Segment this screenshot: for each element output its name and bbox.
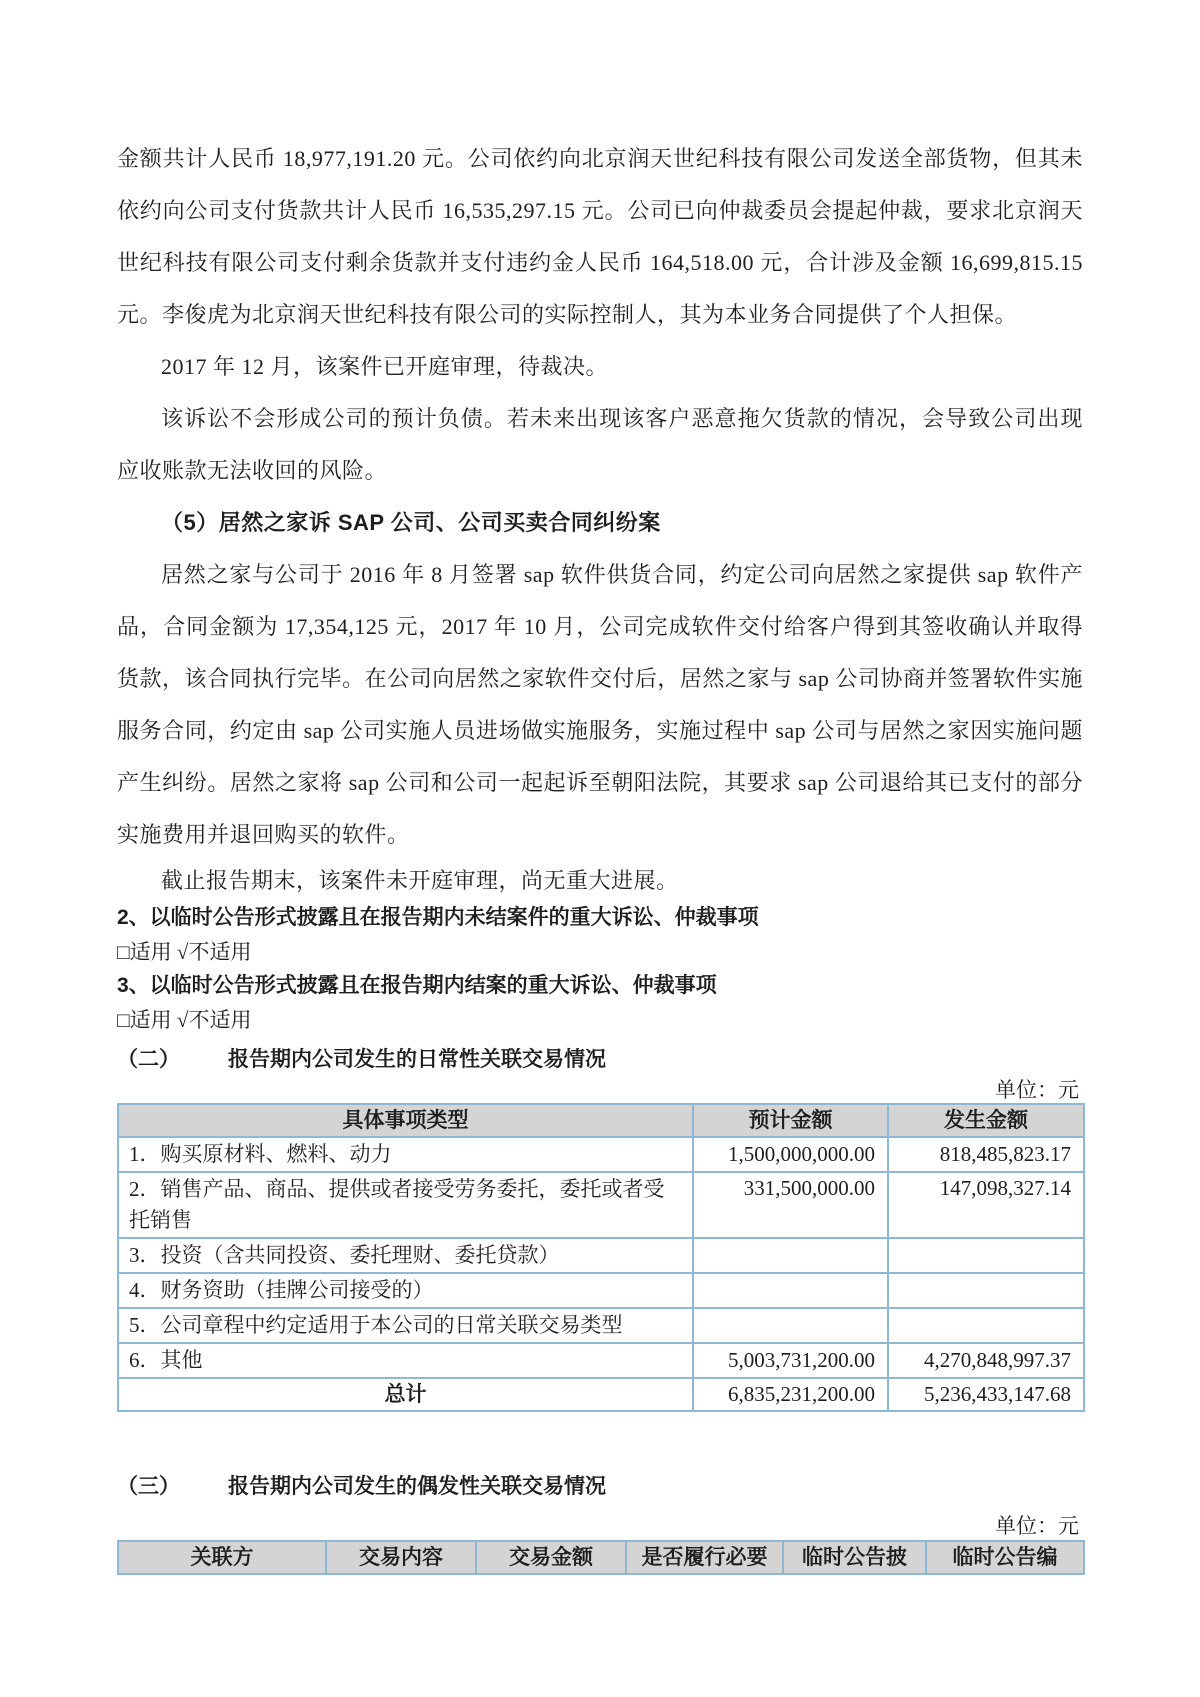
cell-item-type: 2．销售产品、商品、提供或者接受劳务委托，委托或者受托销售 [118, 1172, 693, 1238]
header-announcement-disclosed: 临时公告披 [783, 1541, 926, 1574]
paragraph-arbitration-claim: 金额共计人民币 18,977,191.20 元。公司依约向北京润天世纪科技有限公司发送全部货物，但其未依约向公司支付货款共计人民币 16,535,297.15 元。公司已向仲裁委员会提起仲裁，要求北京润天世纪科技有限公司支付剩余货款并支付违约金人民币 164,518.00 元，合计涉及金额 16,699,815.15 元。李俊虎为北京润天世纪科技有限公司的实际控制人，其为本业务合同提供了个人担保。 [117, 146, 1083, 327]
section3-title: 报告期内公司发生的偶发性关联交易情况 [228, 1475, 606, 1498]
cell-total-label: 总计 [118, 1378, 693, 1411]
table-row [118, 1137, 1084, 1172]
header-announcement-number: 临时公告编 [926, 1541, 1084, 1574]
cell-actual-amount: 818,485,823.17 [888, 1137, 1084, 1172]
section2-title: 报告期内公司发生的日常性关联交易情况 [228, 1048, 606, 1071]
item2-applicability-line: □适用 √不适用 [117, 940, 252, 964]
cell-total-actual: 5,236,433,147.68 [888, 1378, 1084, 1411]
cell-expected-amount: 331,500,000.00 [693, 1172, 888, 1238]
table-header-row [118, 1541, 1084, 1574]
cell-expected-amount [693, 1273, 888, 1308]
table-header-row [118, 1104, 1084, 1137]
header-item-type: 具体事项类型 [118, 1104, 693, 1137]
table-row [118, 1273, 1084, 1308]
cell-item-type: 1．购买原材料、燃料、动力 [118, 1137, 693, 1172]
cell-actual-amount: 147,098,327.14 [888, 1172, 1084, 1238]
daily-related-transactions-table [117, 1103, 1085, 1412]
item3-applicability-line: □适用 √不适用 [117, 1008, 252, 1032]
table-row [118, 1172, 1084, 1238]
item3-heading: 3、以临时公告形式披露且在报告期内结案的重大诉讼、仲裁事项 [117, 974, 717, 997]
section-gap [117, 1412, 1083, 1464]
section2-unit-label: 单位：元 [995, 1078, 1079, 1102]
section3-unit-label: 单位：元 [995, 1514, 1079, 1538]
cell-item-type: 6．其他 [118, 1343, 693, 1378]
cell-expected-amount [693, 1308, 888, 1343]
section2-number: （二） [117, 1048, 180, 1071]
item2-heading: 2、以临时公告形式披露且在报告期内未结案件的重大诉讼、仲裁事项 [117, 906, 759, 929]
cell-actual-amount [888, 1273, 1084, 1308]
case5-heading: （5）居然之家诉 SAP 公司、公司买卖合同纠纷案 [161, 510, 661, 535]
document-content [117, 133, 1083, 1575]
section3-heading [117, 1470, 1083, 1504]
header-transaction-content: 交易内容 [326, 1541, 476, 1574]
header-related-party: 关联方 [118, 1541, 326, 1574]
cell-actual-amount: 4,270,848,997.37 [888, 1343, 1084, 1378]
cell-expected-amount: 1,500,000,000.00 [693, 1137, 888, 1172]
table-row [118, 1308, 1084, 1343]
paragraph-hearing-status: 2017 年 12 月，该案件已开庭审理，待裁决。 [161, 354, 609, 379]
header-expected-amount: 预计金额 [693, 1104, 888, 1137]
case5-body-paragraph: 居然之家与公司于 2016 年 8 月签署 sap 软件供货合同，约定公司向居然之家提供 sap 软件产品，合同金额为 17,354,125 元，2017 年 10 月，公司完成软件交付给客户得到其签收确认并取得货款，该合同执行完毕。在公司向居然之家软件交付后，居然之家与 sap 公司协商并签署软件实施服务合同，约定由 sap 公司实施人员进场做实施服务，实施过程中 sap 公司与居然之家因实施问题产生纠纷。居然之家将 sap 公司和公司一起起诉至朝阳法院，其要求 sap 公司退给其已支付的部分实施费用并退回购买的软件。 [117, 562, 1083, 847]
paragraph-risk-note: 该诉讼不会形成公司的预计负债。若未来出现该客户恶意拖欠货款的情况，会导致公司出现应收账款无法收回的风险。 [117, 406, 1083, 483]
cell-actual-amount [888, 1308, 1084, 1343]
header-transaction-amount: 交易金额 [476, 1541, 626, 1574]
cell-item-type: 5．公司章程中约定适用于本公司的日常关联交易类型 [118, 1308, 693, 1343]
cell-total-expected: 6,835,231,200.00 [693, 1378, 888, 1411]
header-procedure-performed: 是否履行必要 [626, 1541, 783, 1574]
section3-number: （三） [117, 1475, 180, 1498]
incidental-related-transactions-table [117, 1540, 1085, 1575]
cell-expected-amount: 5,003,731,200.00 [693, 1343, 888, 1378]
table-total-row [118, 1378, 1084, 1411]
table-row [118, 1238, 1084, 1273]
table-row [118, 1343, 1084, 1378]
section2-heading [117, 1043, 1083, 1077]
cell-item-type: 3．投资（含共同投资、委托理财、委托贷款） [118, 1238, 693, 1273]
cell-item-type: 4．财务资助（挂牌公司接受的） [118, 1273, 693, 1308]
cell-expected-amount [693, 1238, 888, 1273]
header-actual-amount: 发生金额 [888, 1104, 1084, 1137]
cell-actual-amount [888, 1238, 1084, 1273]
case5-status-paragraph: 截止报告期末，该案件未开庭审理，尚无重大进展。 [161, 868, 679, 893]
